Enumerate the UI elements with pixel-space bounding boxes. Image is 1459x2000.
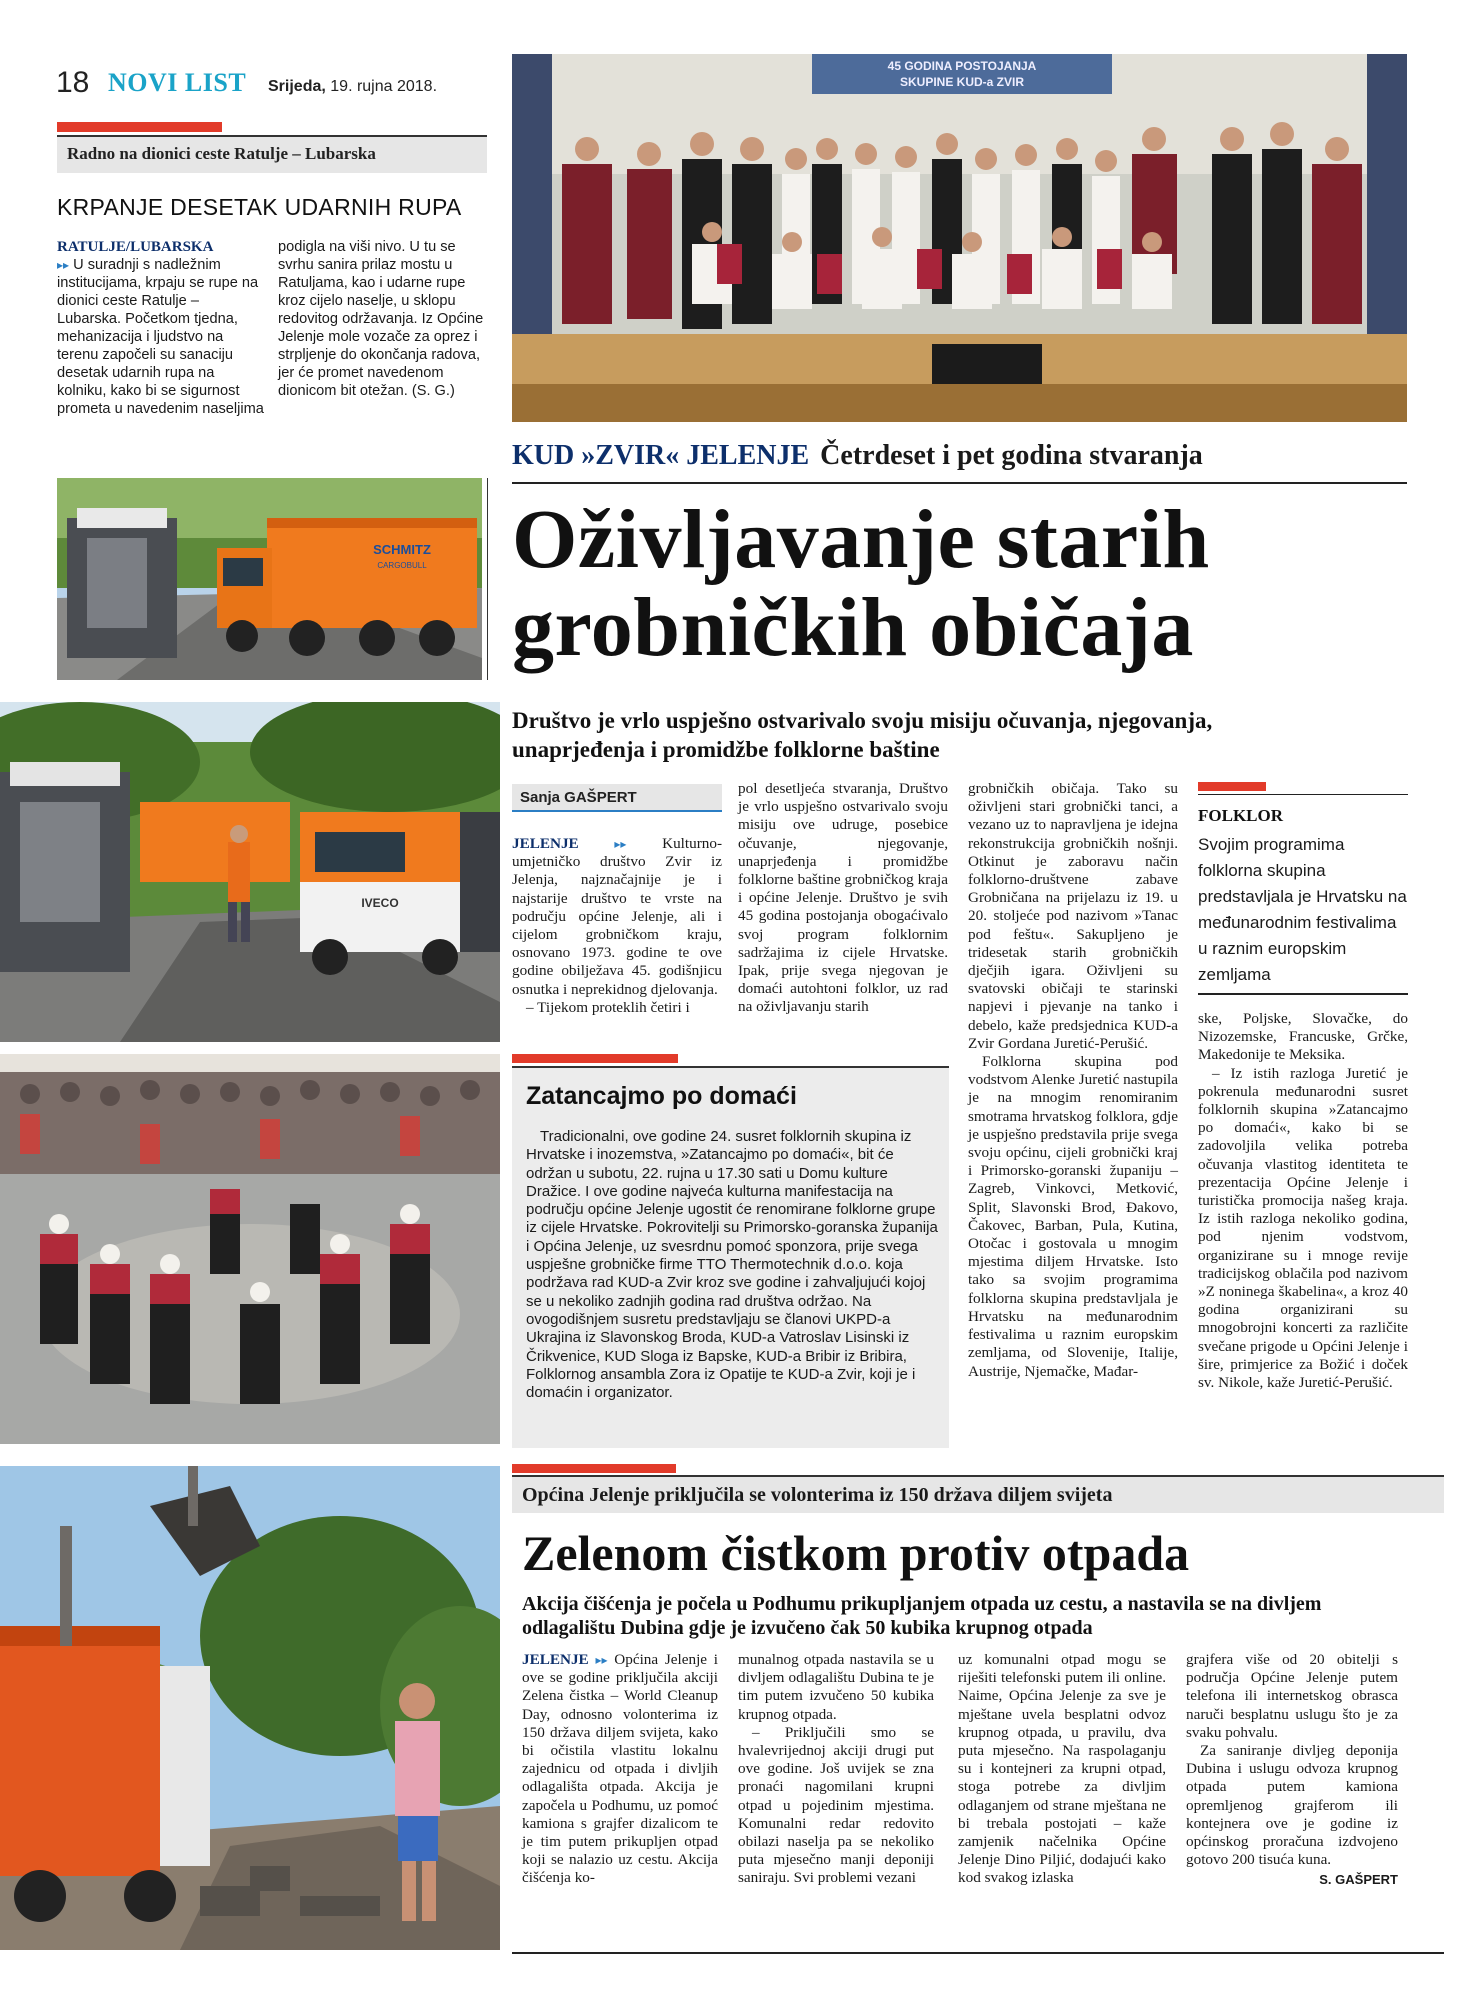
stage-banner-line2: SKUPINE KUD-a ZVIR [899,75,1025,89]
kud-col-4-text-2: – Iz istih razloga Juretić je pokrenula međunarodni susret folklornih skupina »Zatancajmo po domaći«, kako bi se zadovoljila velika potreba očuvanja vlastitog identiteta te prezentacija Općine Jelenje i turistička promocija našeg kraja. Iz istih razloga nekoliko godina, pod njenim vodstvom, organizirane su i mnoge revije tradicijskog oblačila pod nazivom »Z noninega škabelina«, a kroz 40 godina organizirani su mnogobrojni koncerti za različite svečane prigode u Općini Jelenje i šire, primjerice za Božić i doček sv. Nikole, kaže Juretić-Perušić. [1198,1064,1408,1392]
cleanup-bottom-rule [512,1952,1444,1954]
cleanup-col-4 [1186,1651,1398,1890]
roadwork-photo-truck [57,478,482,680]
box-red-bar [512,1054,678,1063]
kud-group-photo [512,54,1407,422]
kud-col-4-text: ske, Poljske, Slovačke, do Nizozemske, Francuske, Grčke, Makedonije te Meksika. [1198,1010,1408,1064]
cleanup-kicker: Općina Jelenje priključila se volonterima iz 150 država diljem svijeta [512,1475,1444,1513]
roadwork-red-bar [57,122,222,132]
truck-brand-text: SCHMITZ [373,542,431,557]
kud-kicker-rule [512,482,1407,484]
issue-day: Srijeda, [268,78,326,95]
folklor-label: FOLKLOR [1198,806,1284,825]
issue-date-value: 19. rujna 2018. [330,78,438,95]
cleanup-col-1-text: Općina Jelenje i ove se godine priključila akciji Zelena čistka – World Cleanup Day, odnosno volonterima iz 150 država diljem svijeta, kako bi očistila vlastitu lokalnu zajednicu od otpada i divljih odlagališta otpada. Akcija je započela u Podhumu, uz pomoć kamiona s grajfer dizalicom te je tim putem prikupljen otpad koji se nalazio uz cestu. Akcija čišćenja ko- [522,1651,719,1887]
paper-name: NOVI LIST [108,68,247,97]
folklor-top-rule [1198,794,1408,795]
roadwork-dateline: RATULJE/LUBARSKA [57,239,214,255]
roadwork-photo-frame-line [487,478,488,680]
kud-col-1-text: Kulturno-umjetničko društvo Zvir iz Jelenja, najznačajnije je i najstarije društvo te vrste na području općine Jelenje, ali i cijelom grobničkom kraju, osnovano 1973. godine te ove godine obilježava 45. godišnjicu osnutka i neprekidnog djelovanja. [512,835,723,998]
roadwork-photo-crew [0,702,500,1042]
kud-kicker-subtitle: Četrdeset i pet godina stvaranja [820,440,1203,471]
cleanup-headline: Zelenom čistkom protiv otpada [522,1525,1190,1581]
roadwork-text-2: podigla na viši nivo. U tu se svrhu sanira prilaz mostu u Ratuljama, kao i udarne rupe kroz cijelo naselje, u sklopu redovitog održavanja. Iz Općine Jelenje mole vozače za oprez i strpljenje do okončanja radova, jer će promet navedenom dionicom bit otežan. (S. G.) [278,239,484,399]
kud-col-1-text-2: – Tijekom proteklih četiri i [526,998,690,1016]
cleanup-col-4-text: grajfera više od 20 obitelji s područja Općine Jelenje putem telefona ili internetskog obrasca naruči besplatnu uslugu što je za svaku pohvalu. [1186,1651,1398,1741]
cleanup-red-bar [512,1464,676,1473]
cleanup-col-4-text-2: Za saniranje divljeg deponija Dubina i uslugu odvoza krupnog otpada putem kamiona opremljenog grajferom ili kontejnera ove je godine iz općinskog proračuna izdvojeno gotovo 200 tisuća kuna. [1186,1742,1398,1869]
cleanup-signature: S. GAŠPERT [1319,1872,1398,1888]
kud-kicker [512,440,1407,472]
kud-headline-line-2: grobničkih običaja [512,581,1194,674]
kud-col-3-text: grobničkih običaja. Tako su oživljeni stari grobnički tanci, a vezano uz to napravljena je idejna rekonstrukcija grobničkih nošnji. Otkinut je zaboravu način folklorno-društvene zabave Grobničana na prijelazu iz 19. u 20. stoljeće pod nazivom »Tanac pod feštu«. Sakupljeno je tridesetak starih grobničkih dječjih igara. Oživljeni su svatovski običaji te starinski napjevi i pjevanje na tanko i debelo, kaže predsjednica KUD-a Zvir Gordana Juretić-Perušić. [968,780,1178,1052]
cleanup-dateline: JELENJE [522,1651,589,1668]
roadwork-col-2 [278,238,486,400]
folk-dance-photo [0,1054,500,1444]
cleanup-col-3-text: uz komunalni otpad mogu se riješiti telefonski putem ili online. Naime, Općina Jelenje za sve je mještane uvela besplatni odvoz krupnog otpada, u pravilu, dva puta mjesečno. Na raspolaganju su i kontejneri za krupni otpad, stoga potrebe za divljim odlaganjem od strane mještana ne bi trebala postojati – kaže zamjenik načelnika Općine Jelenje Dino Piljić, dodajući kako kod svakog izlaska [958,1651,1166,1887]
folklor-bottom-rule [1198,993,1408,995]
folklor-red-bar [1198,782,1266,791]
roadwork-kicker: Radno na dionici ceste Ratulje – Lubarska [57,135,487,173]
kud-kicker-brand: KUD »ZVIR« JELENJE [512,440,810,471]
kud-col-3 [968,780,1178,1381]
cleanup-col-2-text-2: – Priključili smo se hvalevrijednoj akciji drugi put ove godine. Još uvijek se zna pronaći nagomilani krupni otpad u pojedinim mjestima. Komunalni redar redovito obilazi naselja pa se nekoliko puta mjesečno manji deponiji saniraju. Svi problemi vezani [738,1723,934,1887]
kud-col-4 [1198,1010,1408,1392]
zatancajmo-text: Tradicionalni, ove godine 24. susret folklornih skupina iz Hrvatske i inozemstva, »Zatancajmo po domaći«, bit će održan u subotu, 22. rujna u 17.30 sati u Domu kulture Dražice. I ove godine najveća kulturna manifestacija na području općine Jelenje ugostit će renomirane folklorne grupe iz cijele Hrvatske. Pokrovitelji su Primorsko-goranska županija i Općina Jelenje, uz svesrdnu pomoć sponzora, prije svega uspješne grobničke firme TTO Thermotechnik d.o.o. koja podržava rad KUD-a Zvir kroz sve godine i zahvaljujući kojoj se u nekoliko zadnjih godina rad društva održao. Na ovogodišnjem susretu predstavljaju se članovi UKPD-a Ukrajina iz Slavonskog Broda, KUD-a Vatroslav Lisinski iz Črikvenice, KUD Sloga iz Bapske, KUD-a Bribir iz Bribira, Folklornog ansambla Zora iz Opatije te KUD-a Zvir, koji je i domaćin i organizator. [526,1128,938,1402]
kud-headline [512,493,1407,674]
van-brand-text: IVECO [361,896,399,910]
cleanup-col-2 [738,1651,934,1888]
cleanup-photo [0,1466,500,1950]
kud-dateline-arrow-icon: ▸▸ [614,837,627,851]
kud-headline-line-1: Oživljavanje starih [512,493,1210,586]
zatancajmo-title: Zatancajmo po domaći [526,1082,797,1110]
kud-dateline: JELENJE [512,835,579,852]
issue-date [268,78,437,96]
cleanup-col-2-text: munalnog otpada nastavila se u divljem odlagalištu Dubina te je tim putem izvučeno 50 kubika krupnog otpada. [738,1651,934,1723]
dateline-arrow-icon: ▸▸ [57,258,70,272]
stage-banner-line1: 45 GODINA POSTOJANJA [887,59,1037,73]
kud-deck: Društvo je vrlo uspješno ostvarivalo svoju misiju očuvanja, njegovanja, unaprjeđenja i promidžbe folklorne baštine [512,708,1213,762]
kud-byline: Sanja GAŠPERT [512,784,722,812]
kud-col-1 [512,835,722,1017]
roadwork-col-1 [57,238,265,418]
truck-sub-text: CARGOBULL [377,561,427,570]
cleanup-dateline-arrow-icon: ▸▸ [595,1653,608,1667]
page-number: 18 [56,66,90,99]
roadwork-text-1: U suradnji s nadležnim institucijama, krpaju se rupe na dionici ceste Ratulje – Lubarska. Početkom tjedna, mehanizacija i ljudstvo na terenu započeli su sanaciju desetak udarnih rupa na kolniku, kako bi se sigurnost prometa u navedenim naseljima [57,257,264,417]
folklor-sidebar-text: Svojim programima folklorna skupina predstavljala je Hrvatsku na međunarodnim festivalima u raznim europskim zemljama [1198,835,1407,984]
kud-col-3-text-2: Folklorna skupina pod vodstvom Alenke Juretić nastupila je na mnogim renomiranim smotrama hrvatskog folklora, gdje je uspješno predstavila prije svega svoju općinu, cijeli grobnički kraj i Primorsko-goranski županiju – Zagreb, Vinkovci, Metković, Split, Slavonski Brod, Đakovo, Čakovec, Barban, Pula, Kutina, Otočac i gostovala u mnogim mjestima diljem Hrvatske. Isto tako sa svojim programima folklorna skupina predstavljala je Hrvatsku na međunarodnim festivalima u raznim europskim zemljama, od Slovenije, Italije, Austrije, Njemačke, Mađar- [968,1053,1178,1380]
cleanup-deck: Akcija čišćenja je počela u Podhumu prikupljanjem otpada uz cestu, a nastavila se na divljem odlagalištu Dubina gdje je izvučeno čak 50 kubika krupnog otpada [522,1593,1322,1639]
cleanup-col-3 [958,1651,1166,1888]
kud-col-2-text: pol desetljeća stvaranja, Društvo je vrlo uspješno ostvarivalo svoju misiju ove udruge, posebice očuvanje, njegovanje, unaprjeđenja i promidžbe folklorne baštine grobničkog kraja i općine Jelenje. Društvo je svih 45 godina postojanja obogaćivalo svoj program folklornim sadržajima iz cijele Hrvatske. Ipak, prije svega njegovan je domaći autohtoni folklor, uz rad na oživljavanju starih [738,780,948,1016]
roadwork-headline: KRPANJE DESETAK UDARNIH RUPA [57,194,462,220]
kud-col-2 [738,780,948,1017]
cleanup-col-1 [522,1651,718,1888]
